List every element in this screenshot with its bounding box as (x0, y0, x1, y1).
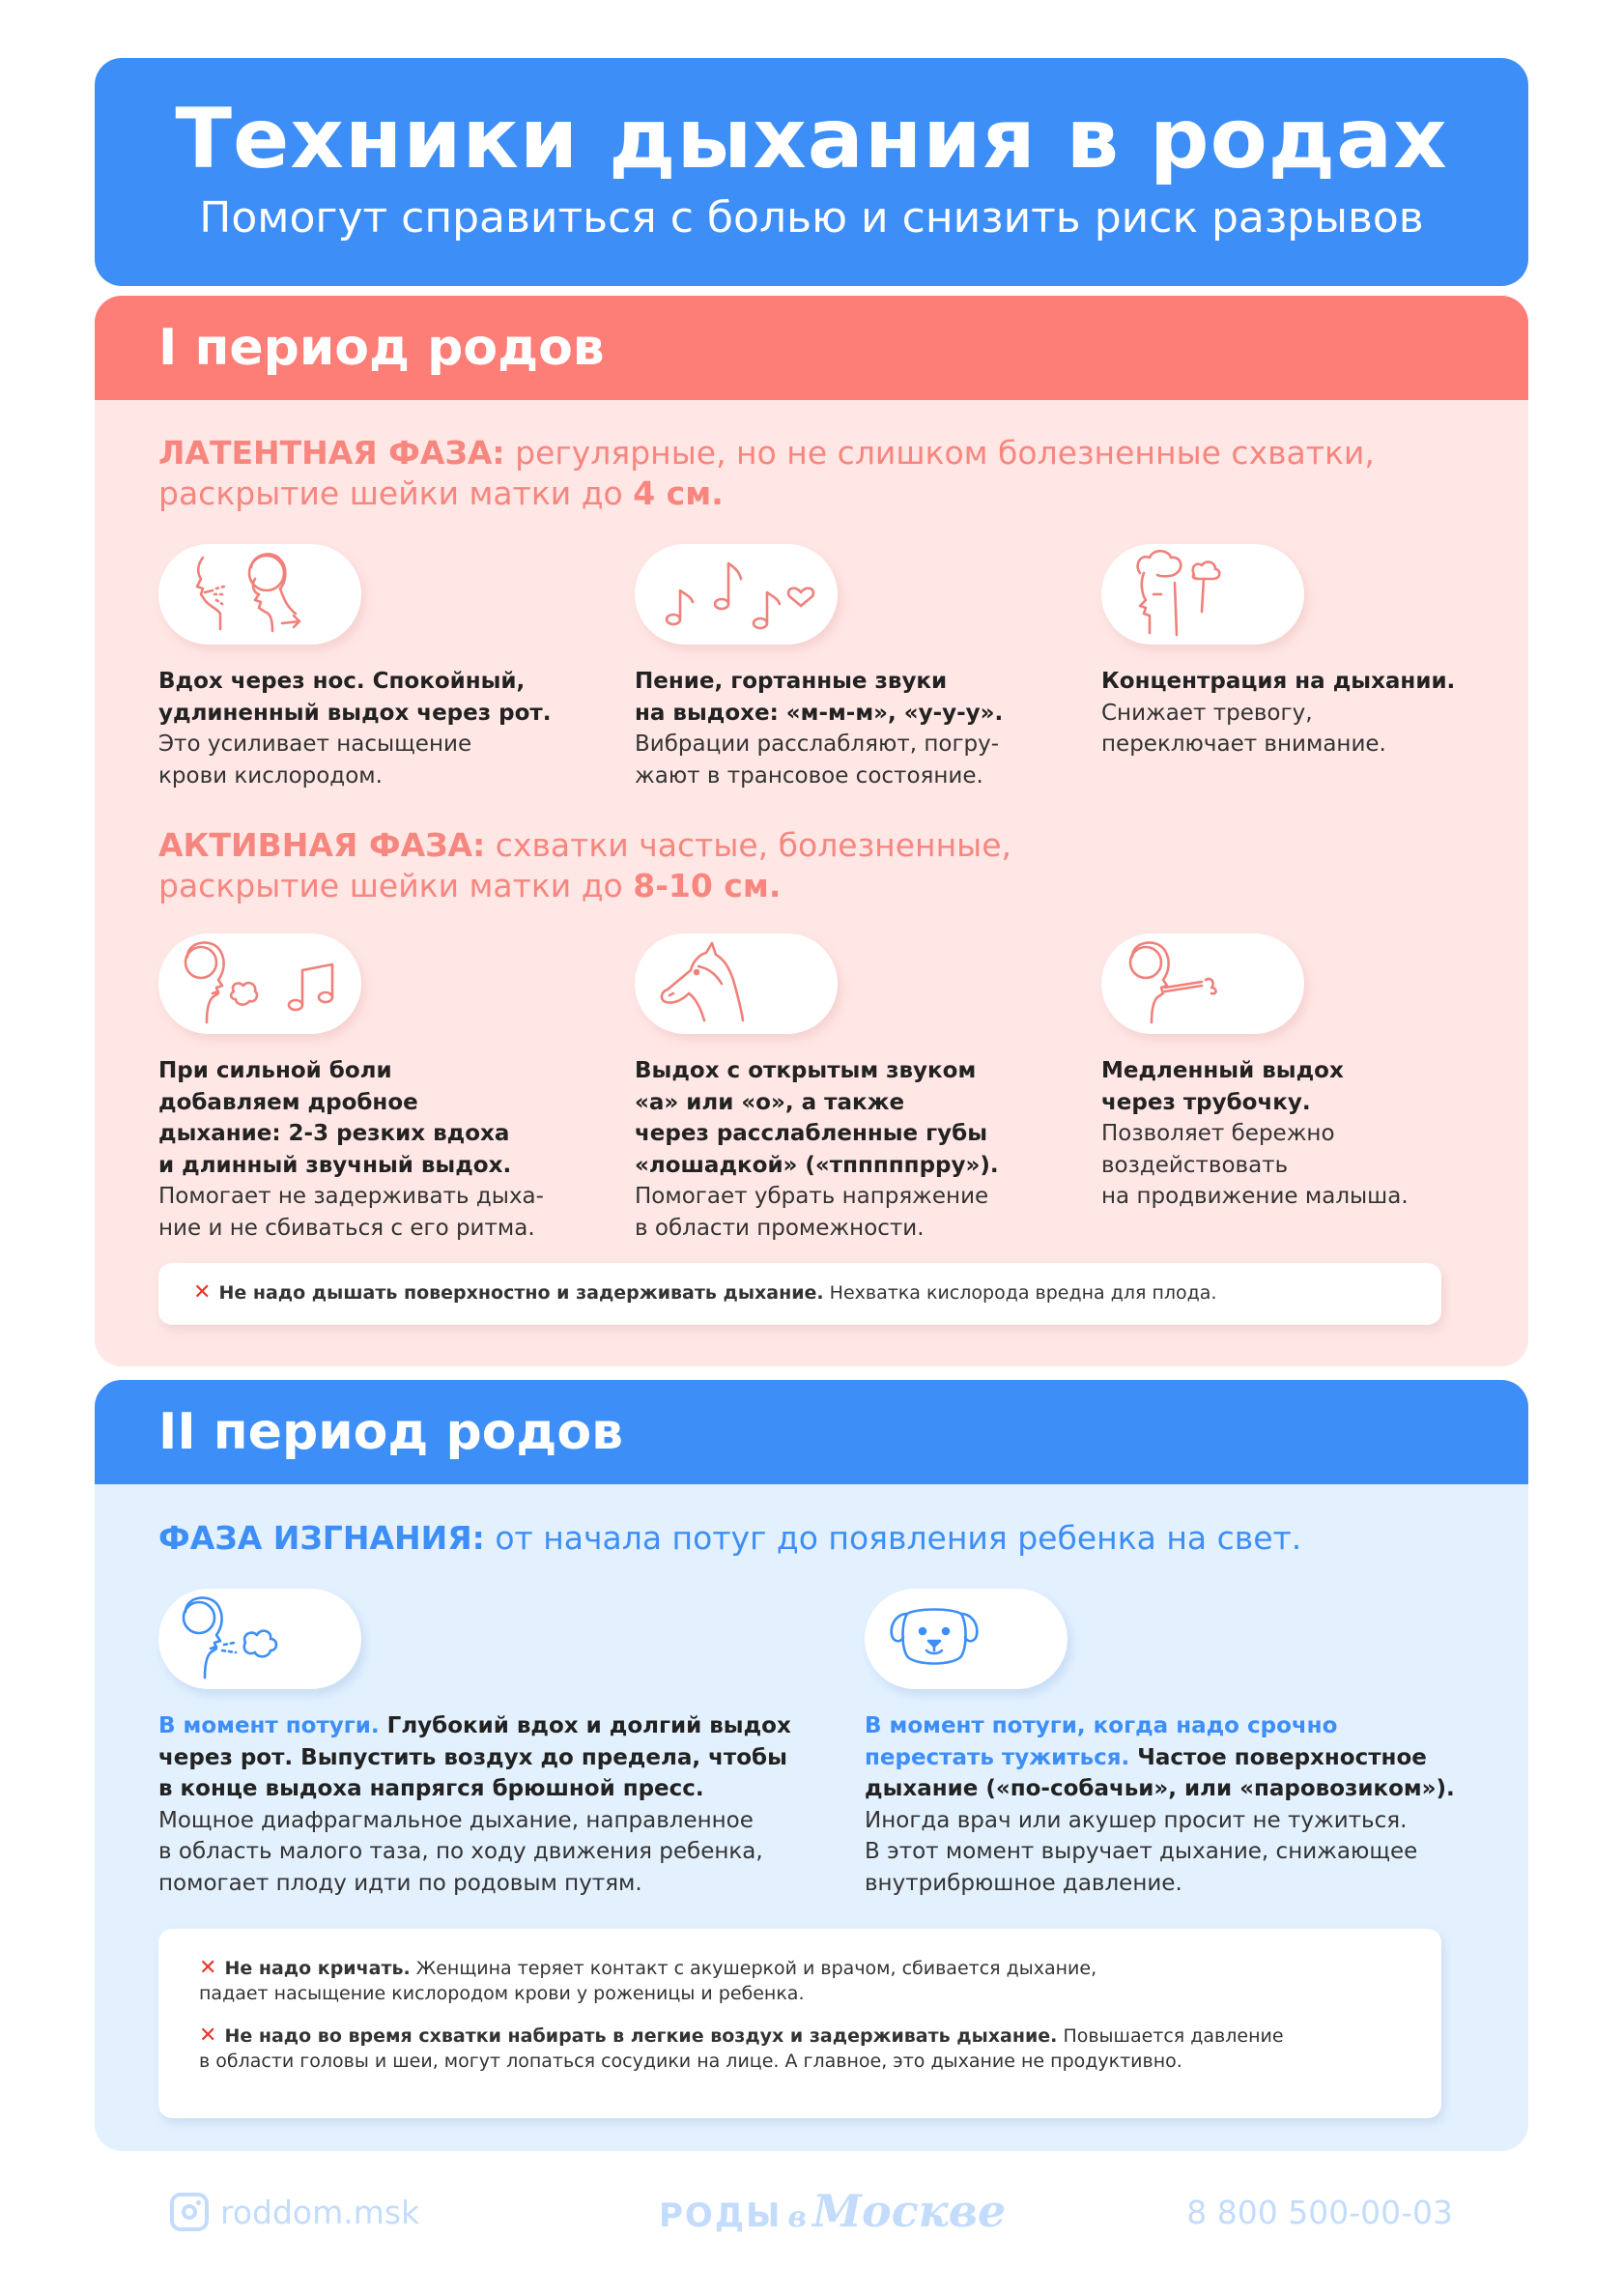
page-subtitle: Помогут справиться с болью и снизить риск разрывов (199, 193, 1424, 243)
footer (0, 2186, 1623, 2244)
period-2-section (95, 1380, 1528, 2151)
instagram-icon (170, 2193, 209, 2231)
technique-description: Выдох с открытым звуком «а» или «о», а также через расслабленные губы «лошадкой» («тпппппрру»). Помогает убрать напряжение в области промежности. (635, 1058, 999, 1241)
cross-icon: ✕ (199, 1956, 217, 1980)
period-1-title: I период родов (95, 296, 1528, 400)
warning-box (158, 1929, 1441, 2118)
latent-phase-label: ЛАТЕНТНАЯ ФАЗА: (158, 434, 505, 472)
technique-card (635, 544, 1060, 791)
technique-card (158, 933, 584, 1244)
technique-description: Пение, гортанные звуки на выдохе: «м-м-м», «у-у-у». Вибрации расслабляют, погру- жают в трансовое состояние. (635, 669, 1004, 789)
expulsion-phase-heading: ФАЗА ИЗГНАНИЯ: от начала потуг до появления ребенка на свет. (158, 1519, 1302, 1557)
exhale-faces-icon (158, 544, 361, 645)
period-1-section (95, 296, 1528, 1366)
dog-face-icon (865, 1589, 1068, 1689)
face-straw-icon (1101, 933, 1304, 1034)
latent-phase-heading: ЛАТЕНТНАЯ ФАЗА: регулярные, но не слишком болезненные схватки, раскрытие шейки матки до 4 см. (158, 434, 1375, 512)
thinking-head-icon (1101, 544, 1304, 645)
face-exhale-cloud-icon (158, 1589, 361, 1689)
horse-head-icon (635, 933, 838, 1034)
latent-phase-value: 4 см. (633, 474, 724, 512)
expulsion-phase-label: ФАЗА ИЗГНАНИЯ: (158, 1519, 485, 1557)
warning-item: ✕ Не надо кричать. Женщина теряет контакт с акушеркой и врачом, сбивается дыхание, падает насыщение кислородом крови у роженицы и ребенка. (199, 1956, 1097, 2004)
technique-card (1101, 933, 1526, 1213)
music-notes-icon (635, 544, 838, 645)
active-phase-value: 8-10 см. (633, 867, 782, 904)
cross-icon: ✕ (199, 2023, 217, 2048)
face-breath-note-icon (158, 933, 361, 1034)
technique-card (158, 1589, 815, 1899)
technique-description: В момент потуги. Глубокий вдох и долгий выдох через рот. Выпустить воздух до предела, чтобы в конце выдоха напрягся брюшной пресс. Мощное диафрагмальное дыхание, направленное в область малого таза, по ходу движения ребенка, помогает плоду идти по родовым путям. (158, 1713, 791, 1896)
technique-card (865, 1589, 1483, 1899)
phone-number[interactable]: 8 800 500-00-03 (1186, 2194, 1453, 2231)
technique-description: Медленный выдох через трубочку. Позволяет бережно воздействовать на продвижение малыша. (1101, 1058, 1409, 1209)
technique-description: Вдох через нос. Спокойный, удлиненный выдох через рот. Это усиливает насыщение крови кислородом. (158, 669, 552, 789)
period-2-title: II период родов (95, 1380, 1528, 1484)
header-banner (95, 58, 1528, 286)
cross-icon: ✕ (193, 1280, 212, 1305)
active-phase-heading: АКТИВНАЯ ФАЗА: схватки частые, болезненные, раскрытие шейки матки до 8-10 см. (158, 826, 1012, 904)
technique-card (635, 933, 1060, 1244)
technique-description: В момент потуги, когда надо срочно перестать тужиться. Частое поверхностное дыхание («по-собачьи», или «паровозиком»). Иногда врач или акушер просит не тужиться. В этот момент выручает дыхание, снижающее внутрибрюшное давление. (865, 1713, 1455, 1896)
technique-description: Концентрация на дыхании. Снижает тревогу, переключает внимание. (1101, 669, 1456, 757)
technique-card (1101, 544, 1526, 761)
active-phase-label: АКТИВНАЯ ФАЗА: (158, 826, 486, 864)
technique-description: При сильной боли добавляем дробное дыхание: 2-3 резких вдоха и длинный звучный выдох. Помогает не задерживать дыха- ние и не сбиваться с его ритма. (158, 1058, 544, 1241)
page-title: Техники дыхания в родах (175, 91, 1448, 187)
brand-logo: РОДЫ в Москве (659, 2185, 1007, 2237)
instagram-handle[interactable]: roddom.msk (170, 2190, 419, 2236)
technique-card (158, 544, 584, 791)
warning-box: ✕ Не надо дышать поверхностно и задерживать дыхание. Нехватка кислорода вредна для плода. (158, 1263, 1441, 1325)
warning-item: ✕ Не надо во время схватки набирать в легкие воздух и задерживать дыхание. Повышается давление в области головы и шеи, могут лопаться сосудики на лице. А главное, это дыхание не продуктивно. (199, 2023, 1284, 2072)
